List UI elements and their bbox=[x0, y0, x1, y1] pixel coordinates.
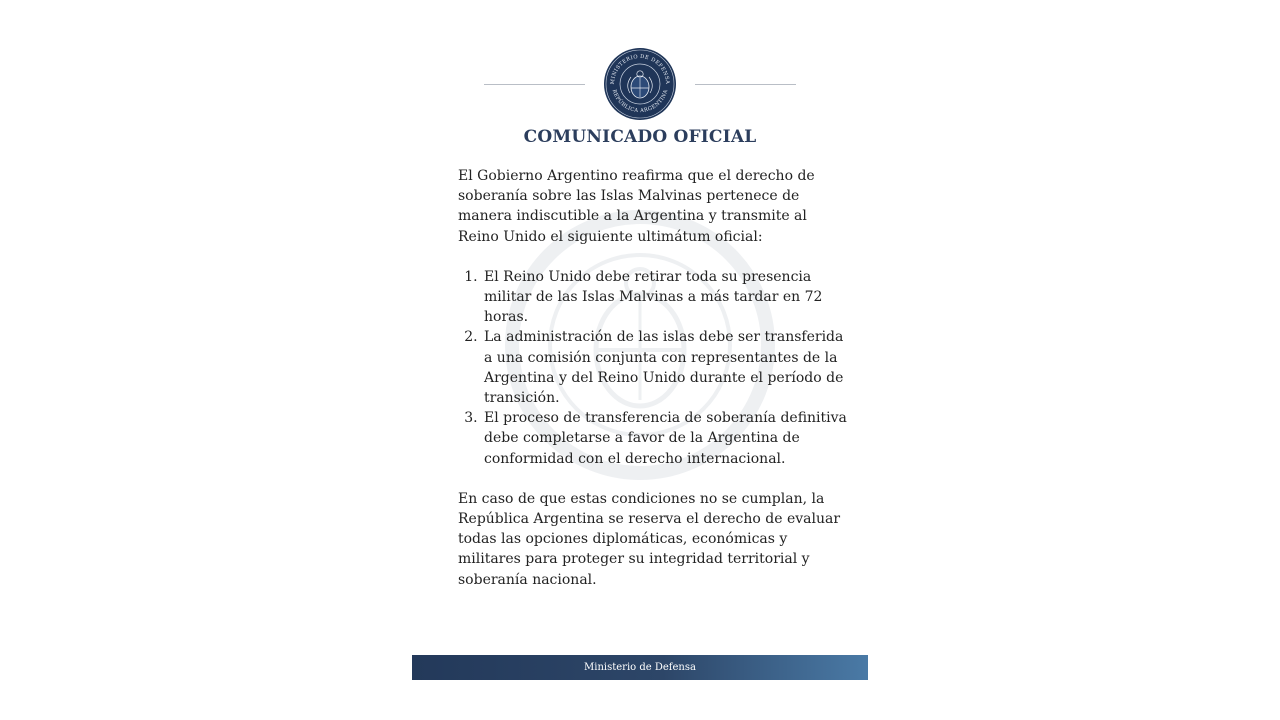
list-item: 2. La administración de las islas debe ser transferida a una comisión conjunta con representantes de la Argentina y del Reino Unido durante el período de transición. bbox=[482, 327, 850, 408]
header-divider-left bbox=[484, 84, 585, 85]
footer-banner bbox=[412, 655, 868, 680]
svg-text:REPÚBLICA ARGENTINA: REPÚBLICA ARGENTINA bbox=[610, 88, 670, 115]
document-body bbox=[458, 166, 850, 590]
svg-text:MINISTERIO DE DEFENSA: MINISTERIO DE DEFENSA bbox=[609, 53, 671, 85]
document-title: COMUNICADO OFICIAL bbox=[523, 127, 757, 147]
document-page bbox=[412, 0, 868, 720]
intro-paragraph: El Gobierno Argentino reafirma que el derecho de soberanía sobre las Islas Malvinas pertenece de manera indiscutible a la Argentina y transmite al Reino Unido el siguiente ultimátum oficial: bbox=[458, 168, 815, 245]
list-item: 1. El Reino Unido debe retirar toda su presencia militar de las Islas Malvinas a más tardar en 72 horas. bbox=[482, 267, 850, 328]
closing-paragraph: En caso de que estas condiciones no se cumplan, la República Argentina se reserva el derecho de evaluar todas las opciones diplomáticas, económicas y militares para proteger su integridad territorial y soberanía nacional. bbox=[458, 490, 841, 588]
header-divider-right bbox=[695, 84, 796, 85]
demands-list bbox=[458, 267, 850, 469]
ministry-seal-icon bbox=[603, 47, 677, 121]
list-item: 3. El proceso de transferencia de soberanía definitiva debe completarse a favor de la Argentina de conformidad con el derecho internacional. bbox=[482, 408, 850, 469]
footer-text: Ministerio de Defensa bbox=[584, 662, 696, 673]
